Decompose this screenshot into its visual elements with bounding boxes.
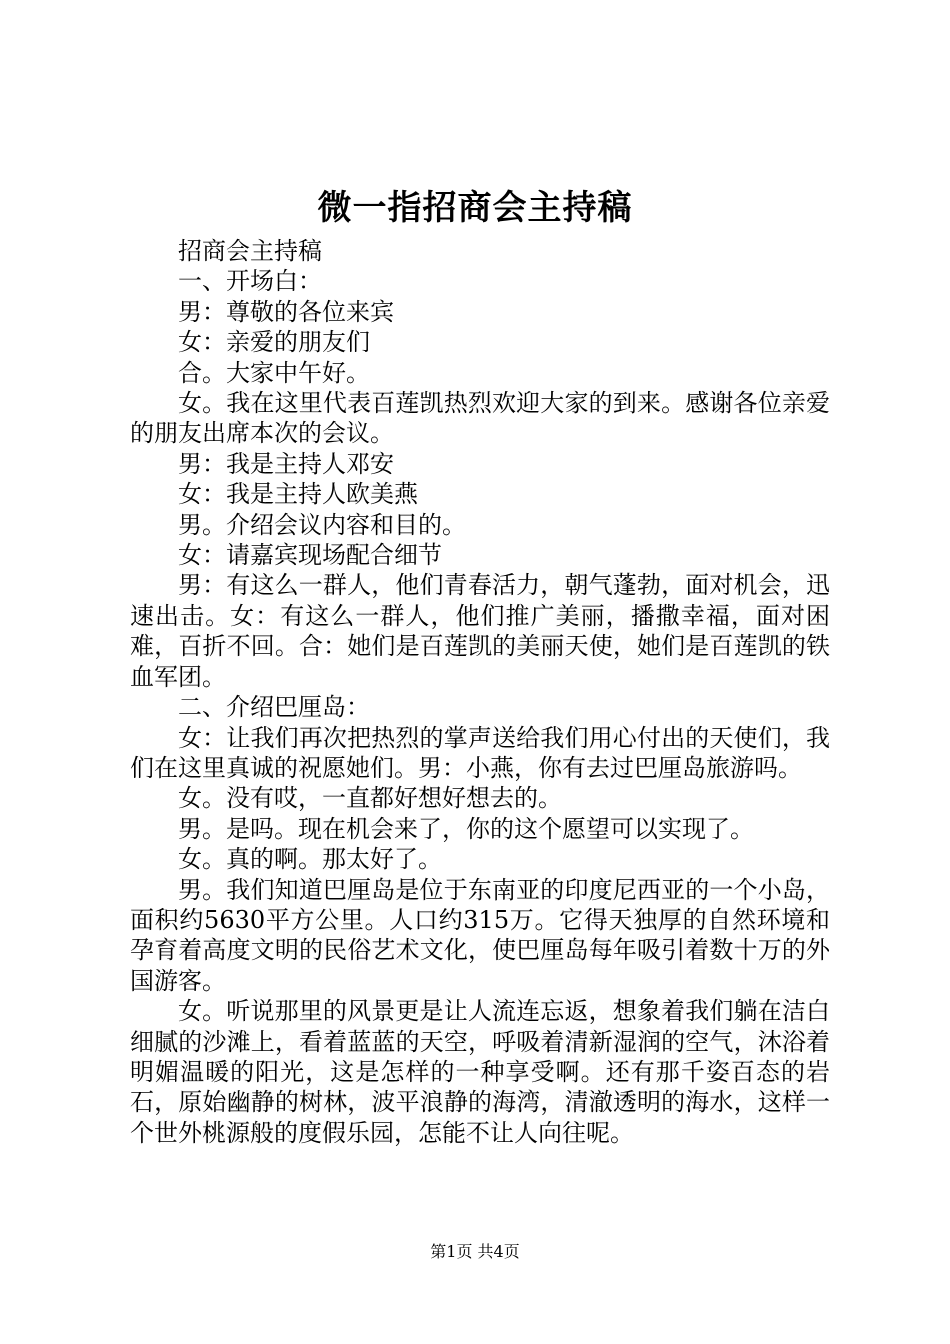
paragraph: 合。大家中午好。 — [178, 358, 370, 387]
paragraph: 男：我是主持人邓安 — [178, 449, 394, 478]
document-body — [130, 236, 830, 1148]
paragraph: 女：让我们再次把热烈的掌声送给我们用心付出的天使们，我们在这里真诚的祝愿她们。男：小燕，你有去过巴厘岛旅游吗。 — [130, 723, 830, 782]
paragraph: 女。听说那里的风景更是让人流连忘返，想象着我们躺在洁白细腻的沙滩上，看着蓝蓝的天空，呼吸着清新湿润的空气，沐浴着明媚温暖的阳光，这是怎样的一种享受啊。还有那千姿百态的岩石，原始幽静的树林，波平浪静的海湾，清澈透明的海水，这样一个世外桃源般的度假乐园，怎能不让人向往呢。 — [130, 997, 830, 1147]
paragraph: 女：我是主持人欧美燕 — [178, 480, 418, 509]
paragraph: 女：请嘉宾现场配合细节 — [178, 541, 442, 570]
document-title: 微一指招商会主持稿 — [317, 188, 633, 228]
paragraph: 男：有这么一群人，他们青春活力，朝气蓬勃，面对机会，迅速出击。女：有这么一群人，他们推广美丽，播撒幸福，面对困难，百折不回。合：她们是百莲凯的美丽天使，她们是百莲凯的铁血军团。 — [130, 571, 830, 691]
paragraph: 女：亲爱的朋友们 — [178, 328, 370, 357]
page-number-footer: 第1页 共4页 — [430, 1242, 520, 1261]
paragraph: 招商会主持稿 — [178, 237, 322, 265]
paragraph: 女。真的啊。那太好了。 — [178, 845, 442, 874]
paragraph: 二、介绍巴厘岛： — [178, 693, 370, 722]
paragraph: 男：尊敬的各位来宾 — [178, 297, 394, 326]
paragraph: 男。是吗。现在机会来了，你的这个愿望可以实现了。 — [178, 814, 754, 843]
paragraph: 男。我们知道巴厘岛是位于东南亚的印度尼西亚的一个小岛，面积约5630平方公里。人口约315万。它得天独厚的自然环境和孕育着高度文明的民俗艺术文化，使巴厘岛每年吸引着数十万的外国游客。 — [130, 875, 830, 995]
paragraph: 男。介绍会议内容和目的。 — [178, 510, 466, 539]
paragraph: 女。没有哎，一直都好想好想去的。 — [178, 784, 562, 813]
paragraph: 女。我在这里代表百莲凯热烈欢迎大家的到来。感谢各位亲爱的朋友出席本次的会议。 — [130, 389, 830, 448]
paragraph: 一、开场白： — [178, 267, 322, 296]
